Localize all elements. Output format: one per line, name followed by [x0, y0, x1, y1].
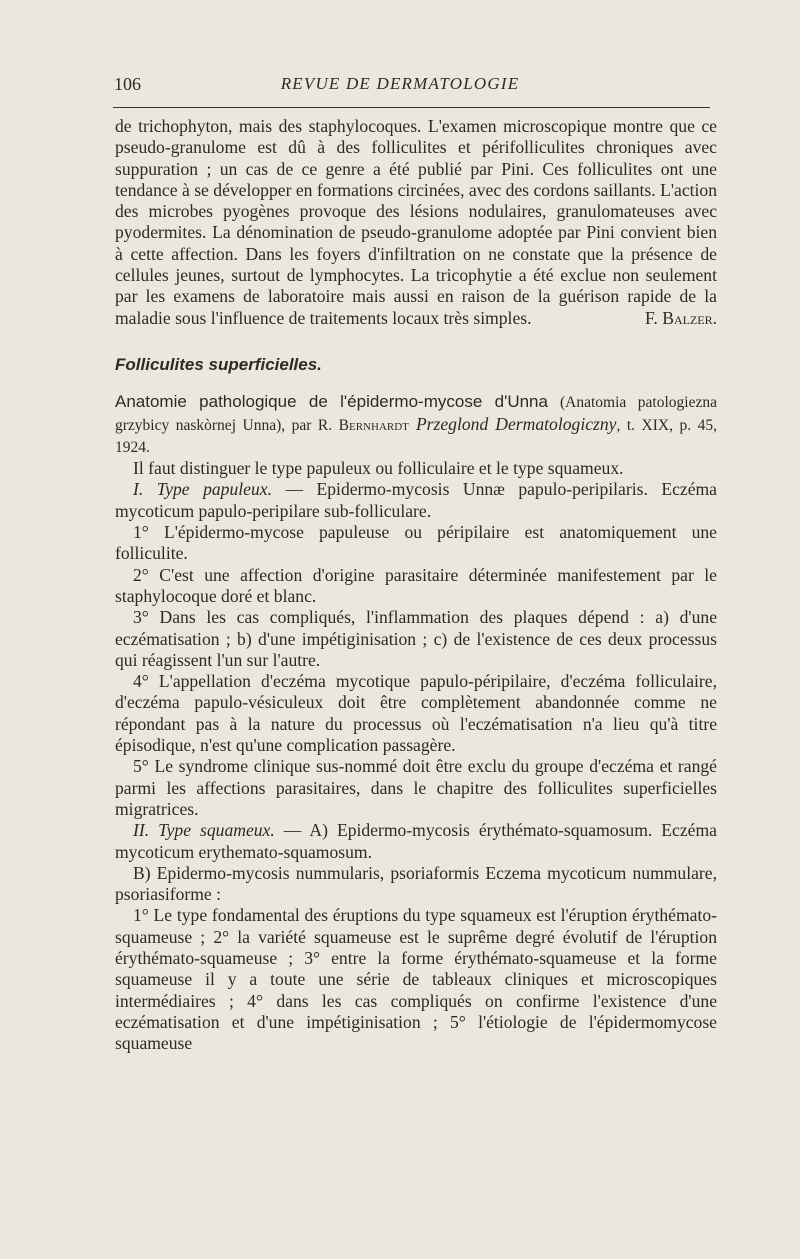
article-journal: Przeglond Dermatologiczny: [415, 413, 617, 434]
page-number: 106: [114, 74, 141, 94]
header-rule: [113, 107, 710, 108]
article-reference-end: , t. XIX, p. 45, 1924.: [115, 416, 718, 456]
paragraph: [115, 116, 717, 329]
paragraph: 1° Le type fondamental des éruptions du type squameux est l'éruption érythémato-squameuse ; 2° la variété squameuse est le suprême degré évolutif de l'éruption érythémato-squameuse ; 3° entre la forme érythémato-squameuse et la forme squameuse il y a toute une série de tableaux cliniques et microscopiques intermédiaires ; 4° dans les cas compliqués on confirme l'existence d'une eczématisation et d'une impétiginisation ; 5° l'étiologie de l'épidermomycose squameuse: [115, 905, 717, 1054]
paragraph: [115, 820, 717, 863]
section-title: Folliculites superficielles.: [115, 354, 322, 374]
article-title: Anatomie pathologique de l'épidermo-mycose d'Unna: [115, 392, 548, 412]
type-label: I. Type papuleux.: [133, 479, 272, 500]
paragraph: 5° Le syndrome clinique sus-nommé doit être exclu du groupe d'eczéma et rangé parmi les affections parasitaires, dans le chapitre des folliculites superficielles migratrices.: [115, 756, 717, 819]
paragraph: 4° L'appellation d'eczéma mycotique papulo-péripilaire, d'eczéma folliculaire, d'eczéma papulo-vésiculeux doit être complètement abandonnée comme ne répondant pas à la nature du processus où l'eczématisation n'a lieu qu'à titre épisodique, n'est qu'une complication passagère.: [115, 671, 717, 756]
paragraph: B) Epidermo-mycosis nummularis, psoriaformis Eczema mycoticum nummulare, psoriasiforme :: [115, 862, 717, 905]
paragraph: [115, 479, 717, 522]
paragraph: Il faut distinguer le type papuleux ou folliculaire et le type squameux.: [133, 458, 624, 479]
paragraph: 3° Dans les cas compliqués, l'inflammation des plaques dépend : a) d'une eczématisation ; b) d'une impétiginisation ; c) de l'existence de ces deux processus qui réagissent l'un sur l'autre.: [115, 607, 717, 670]
page-body: [115, 116, 717, 1054]
paragraph: 1° L'épidermo-mycose papuleuse ou péripilaire est anatomiquement une folliculite.: [115, 522, 717, 564]
type-label: II. Type squameux.: [133, 820, 275, 841]
paragraph-text: — Epidermo-mycosis Unnæ papulo-peripilaris. Eczéma mycoticum papulo-peripilare sub-folliculare.: [115, 479, 717, 521]
article-reference: (Anatomia patologiezna grzybicy naskòrnej Unna), par R.: [115, 394, 717, 434]
paragraph-text: — A) Epidermo-mycosis érythémato-squamosum. Eczéma mycoticum erythemato-squamosum.: [115, 820, 717, 862]
running-title: REVUE DE DERMATOLOGIE: [280, 74, 520, 93]
paragraph-text: de trichophyton, mais des staphylocoques. L'examen microscopique montre que ce pseudo-granulome est dû à des folliculites et périfolliculites chroniques avec suppuration ; un cas de ce genre a été publié par Pini. Ces folliculites ont une tendance à se développer en formations circinées, avec des cordons saillants. L'action des microbes pyogènes provoque des lésions nodulaires, granulomateuses avec pyodermites. La dénomination de pseudo-granulome adoptée par Pini convient bien à cette affection. Dans les foyers d'infiltration on ne constate que la présence de cellules jeunes, surtout de lymphocytes. La tricophytie a été exclue non seulement par les examens de laboratoire mais aussi en raison de la guérison rapide de la maladie sous l'influence de traitements locaux très simples.: [115, 116, 717, 328]
signature: F. Balzer.: [645, 307, 717, 328]
paragraph: 2° C'est une affection d'origine parasitaire déterminée manifestement par le staphylocoque doré et blanc.: [115, 564, 717, 606]
page-header: [0, 74, 800, 98]
article-author: Bernhardt: [338, 416, 409, 434]
article-heading: [115, 391, 717, 458]
